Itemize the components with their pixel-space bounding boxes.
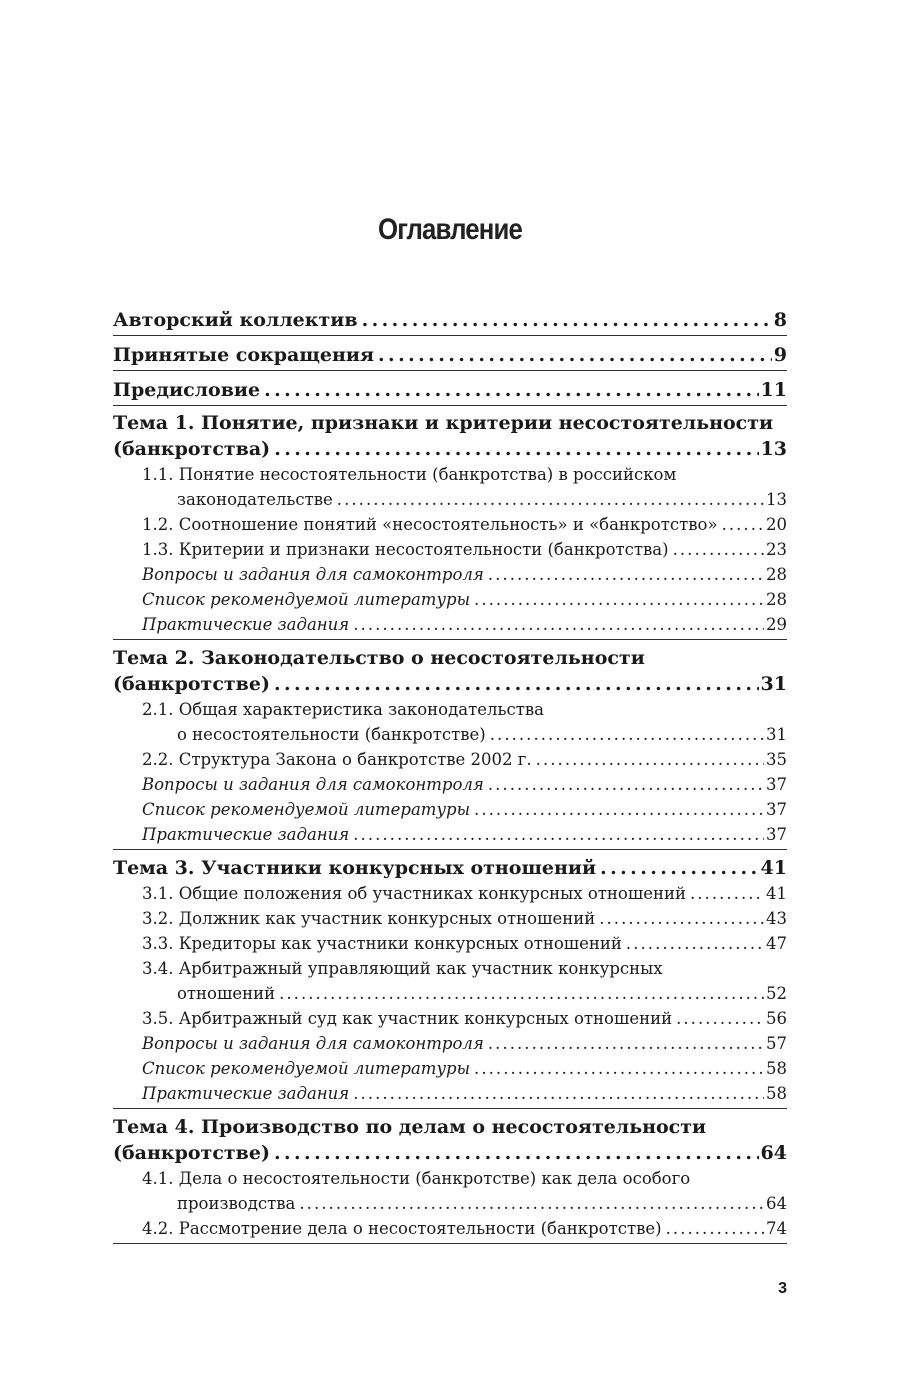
- toc-subentry[interactable]: [113, 822, 787, 847]
- toc-subentry[interactable]: [113, 537, 787, 562]
- toc-entry-label: 4.2. Рассмотрение дела о несостоятельности (банкротстве): [142, 1219, 662, 1238]
- dot-leader: [264, 377, 758, 403]
- toc-entry-label: Практические задания: [142, 1084, 350, 1103]
- toc-row[interactable]: [142, 747, 787, 772]
- toc-subentry[interactable]: [113, 956, 787, 1006]
- toc-subentry[interactable]: [113, 587, 787, 612]
- toc-row[interactable]: [142, 1216, 787, 1241]
- toc-row[interactable]: [142, 881, 787, 906]
- toc-page-number: 9: [773, 344, 787, 366]
- dot-leader: [378, 342, 772, 368]
- dot-leader: [274, 436, 758, 462]
- toc-topic-title-line: Тема 1. Понятие, признаки и критерии несостоятельности: [113, 412, 774, 434]
- dot-leader: [474, 797, 764, 822]
- dot-leader: [474, 587, 764, 612]
- toc-subentry-title-line: 4.1. Дела о несостоятельности (банкротстве) как дела особого: [142, 1169, 691, 1188]
- toc-main-entry[interactable]: [113, 305, 787, 336]
- toc-entry-label: Вопросы и задания для самоконтроля: [142, 1034, 484, 1053]
- toc-row[interactable]: [142, 772, 787, 797]
- toc-row[interactable]: [113, 855, 787, 881]
- toc-page-number: 37: [766, 775, 787, 794]
- toc-entry-label: Практические задания: [142, 825, 350, 844]
- toc-entry-label: (банкротстве): [113, 1142, 270, 1164]
- toc-page-number: 37: [766, 825, 787, 844]
- dot-leader: [490, 722, 764, 747]
- toc-row[interactable]: [113, 377, 787, 403]
- dot-leader: [666, 1216, 764, 1241]
- toc-page-number: 28: [766, 565, 787, 584]
- toc-row[interactable]: [177, 1191, 787, 1216]
- toc-page-number: 64: [760, 1142, 787, 1164]
- toc-entry-label: Вопросы и задания для самоконтроля: [142, 565, 484, 584]
- toc-entry-label: 3.2. Должник как участник конкурсных отношений: [142, 909, 596, 928]
- toc-subentry[interactable]: [113, 512, 787, 537]
- toc-row[interactable]: [113, 342, 787, 368]
- toc-subentry[interactable]: [113, 906, 787, 931]
- dot-leader: [279, 981, 764, 1006]
- toc-subentry[interactable]: [113, 612, 787, 637]
- toc-row[interactable]: [142, 1006, 787, 1031]
- toc-subentry[interactable]: [113, 797, 787, 822]
- toc-subentry-title-line: 1.1. Понятие несостоятельности (банкротства) в российском: [142, 465, 677, 484]
- toc-entry-label: 3.5. Арбитражный суд как участник конкурсных отношений: [142, 1009, 673, 1028]
- toc-row[interactable]: [142, 906, 787, 931]
- toc-subentry-continuation: [142, 1191, 787, 1216]
- toc-subentry[interactable]: [113, 881, 787, 906]
- toc-topic-title-line: Тема 2. Законодательство о несостоятельности: [113, 647, 645, 669]
- dot-leader: [536, 747, 764, 772]
- toc-page-number: 8: [773, 309, 787, 331]
- toc-page-number: 52: [766, 984, 787, 1003]
- toc-subentry[interactable]: [113, 562, 787, 587]
- toc-subentry[interactable]: [113, 697, 787, 747]
- toc-subentry[interactable]: [113, 1216, 787, 1241]
- toc-row[interactable]: [177, 487, 787, 512]
- dot-leader: [673, 537, 764, 562]
- toc-page-number: 58: [766, 1084, 787, 1103]
- toc-topic-section: [113, 410, 787, 640]
- toc-page-number: 29: [766, 615, 787, 634]
- toc-page-number: 74: [766, 1219, 787, 1238]
- toc-entry-label: отношений: [177, 984, 276, 1003]
- page-title: Оглавление: [377, 213, 523, 246]
- toc-topic-section: [113, 1114, 787, 1244]
- toc-entry-label: Вопросы и задания для самоконтроля: [142, 775, 484, 794]
- toc-row[interactable]: [142, 562, 787, 587]
- toc-row[interactable]: [142, 822, 787, 847]
- toc-row[interactable]: [142, 612, 787, 637]
- toc-row[interactable]: [113, 436, 787, 462]
- dot-leader: [353, 1081, 764, 1106]
- dot-leader: [600, 855, 758, 881]
- toc-topic-title-line: Тема 4. Производство по делам о несостоятельности: [113, 1116, 707, 1138]
- toc-page-number: 64: [766, 1194, 787, 1213]
- toc-row[interactable]: [142, 1031, 787, 1056]
- toc-entry-label: Предисловие: [113, 379, 261, 401]
- dot-leader: [274, 1140, 759, 1166]
- toc-subentry[interactable]: [113, 772, 787, 797]
- toc-entry-label: Список рекомендуемой литературы: [142, 1059, 471, 1078]
- page-number: 3: [778, 1280, 787, 1297]
- toc-entry-label: Список рекомендуемой литературы: [142, 800, 471, 819]
- toc-entry-label: 1.3. Критерии и признаки несостоятельности (банкротства): [142, 540, 669, 559]
- toc-page-number: 58: [766, 1059, 787, 1078]
- toc-subentry-title-line: 2.1. Общая характеристика законодательства: [142, 700, 544, 719]
- toc-subentry[interactable]: [113, 1006, 787, 1031]
- toc-main-entry[interactable]: [113, 340, 787, 371]
- toc-page-number: 31: [766, 725, 787, 744]
- dot-leader: [488, 772, 764, 797]
- toc-topic-section: [113, 645, 787, 850]
- toc-entry-label: Практические задания: [142, 615, 350, 634]
- toc-row[interactable]: [142, 512, 787, 537]
- dot-leader: [722, 512, 764, 537]
- toc-entry-label: 1.2. Соотношение понятий «несостоятельность» и «банкротство»: [142, 515, 718, 534]
- toc-entry-label: производства: [177, 1194, 296, 1213]
- dot-leader: [353, 612, 764, 637]
- dot-leader: [690, 881, 764, 906]
- toc-subentry[interactable]: [113, 462, 787, 512]
- toc-entry-label: Тема 3. Участники конкурсных отношений: [113, 857, 597, 879]
- toc-entry-label: о несостоятельности (банкротстве): [177, 725, 486, 744]
- toc-row[interactable]: [142, 1081, 787, 1106]
- dot-leader: [626, 931, 764, 956]
- toc-row[interactable]: [113, 307, 787, 333]
- toc-topic-heading[interactable]: [113, 645, 787, 697]
- toc-main-entry[interactable]: [113, 375, 787, 406]
- toc-page-number: 41: [760, 857, 787, 879]
- toc-page-number: 56: [766, 1009, 787, 1028]
- toc-subentry-continuation: [142, 487, 787, 512]
- dot-leader: [474, 1056, 764, 1081]
- toc-entry-label: (банкротства): [113, 438, 271, 460]
- toc-row[interactable]: [142, 1056, 787, 1081]
- toc-row[interactable]: [113, 1140, 787, 1166]
- toc-page-number: 13: [766, 490, 787, 509]
- toc-page-number: 47: [766, 934, 787, 953]
- toc-entry-label: Авторский коллектив: [113, 309, 358, 331]
- toc-page-number: 11: [760, 379, 787, 401]
- dot-leader: [299, 1191, 764, 1216]
- toc-page-number: 57: [766, 1034, 787, 1053]
- toc-page-number: 37: [766, 800, 787, 819]
- toc-subentry[interactable]: [113, 747, 787, 772]
- toc-topic-heading[interactable]: [113, 410, 787, 462]
- table-of-contents: [113, 305, 787, 1249]
- toc-row[interactable]: [177, 722, 787, 747]
- toc-row[interactable]: [142, 797, 787, 822]
- toc-subentry[interactable]: [113, 1031, 787, 1056]
- dot-leader: [337, 487, 764, 512]
- toc-row[interactable]: [142, 931, 787, 956]
- toc-subentry-continuation: [142, 722, 787, 747]
- toc-entry-label: законодательстве: [177, 490, 333, 509]
- dot-leader: [274, 671, 759, 697]
- toc-entry-label: 3.1. Общие положения об участниках конкурсных отношений: [142, 884, 686, 903]
- toc-topic-section: [113, 855, 787, 1109]
- toc-topic-heading[interactable]: [113, 855, 787, 881]
- toc-row[interactable]: [142, 537, 787, 562]
- toc-page-number: 35: [766, 750, 787, 769]
- toc-row[interactable]: [177, 981, 787, 1006]
- toc-entry-label: 3.3. Кредиторы как участники конкурсных отношений: [142, 934, 622, 953]
- toc-entry-label: Принятые сокращения: [113, 344, 375, 366]
- toc-subentry[interactable]: [113, 1166, 787, 1216]
- dot-leader: [599, 906, 764, 931]
- toc-page-number: 13: [760, 438, 787, 460]
- toc-subentry-title-line: 3.4. Арбитражный управляющий как участник конкурсных: [142, 959, 663, 978]
- toc-entry-label: 2.2. Структура Закона о банкротстве 2002 г.: [142, 750, 532, 769]
- toc-row[interactable]: [142, 587, 787, 612]
- toc-subentry-continuation: [142, 981, 787, 1006]
- dot-leader: [488, 562, 764, 587]
- toc-subentry[interactable]: [113, 1056, 787, 1081]
- dot-leader: [353, 822, 764, 847]
- toc-page-number: 20: [766, 515, 787, 534]
- toc-row[interactable]: [113, 671, 787, 697]
- dot-leader: [362, 307, 772, 333]
- toc-page-number: 41: [766, 884, 787, 903]
- toc-page-number: 28: [766, 590, 787, 609]
- toc-entry-label: (банкротстве): [113, 673, 270, 695]
- toc-subentry[interactable]: [113, 931, 787, 956]
- toc-topic-heading[interactable]: [113, 1114, 787, 1166]
- dot-leader: [488, 1031, 764, 1056]
- dot-leader: [676, 1006, 764, 1031]
- toc-subentry[interactable]: [113, 1081, 787, 1106]
- toc-page-number: 31: [760, 673, 787, 695]
- toc-entry-label: Список рекомендуемой литературы: [142, 590, 471, 609]
- toc-page-number: 43: [766, 909, 787, 928]
- toc-page-number: 23: [766, 540, 787, 559]
